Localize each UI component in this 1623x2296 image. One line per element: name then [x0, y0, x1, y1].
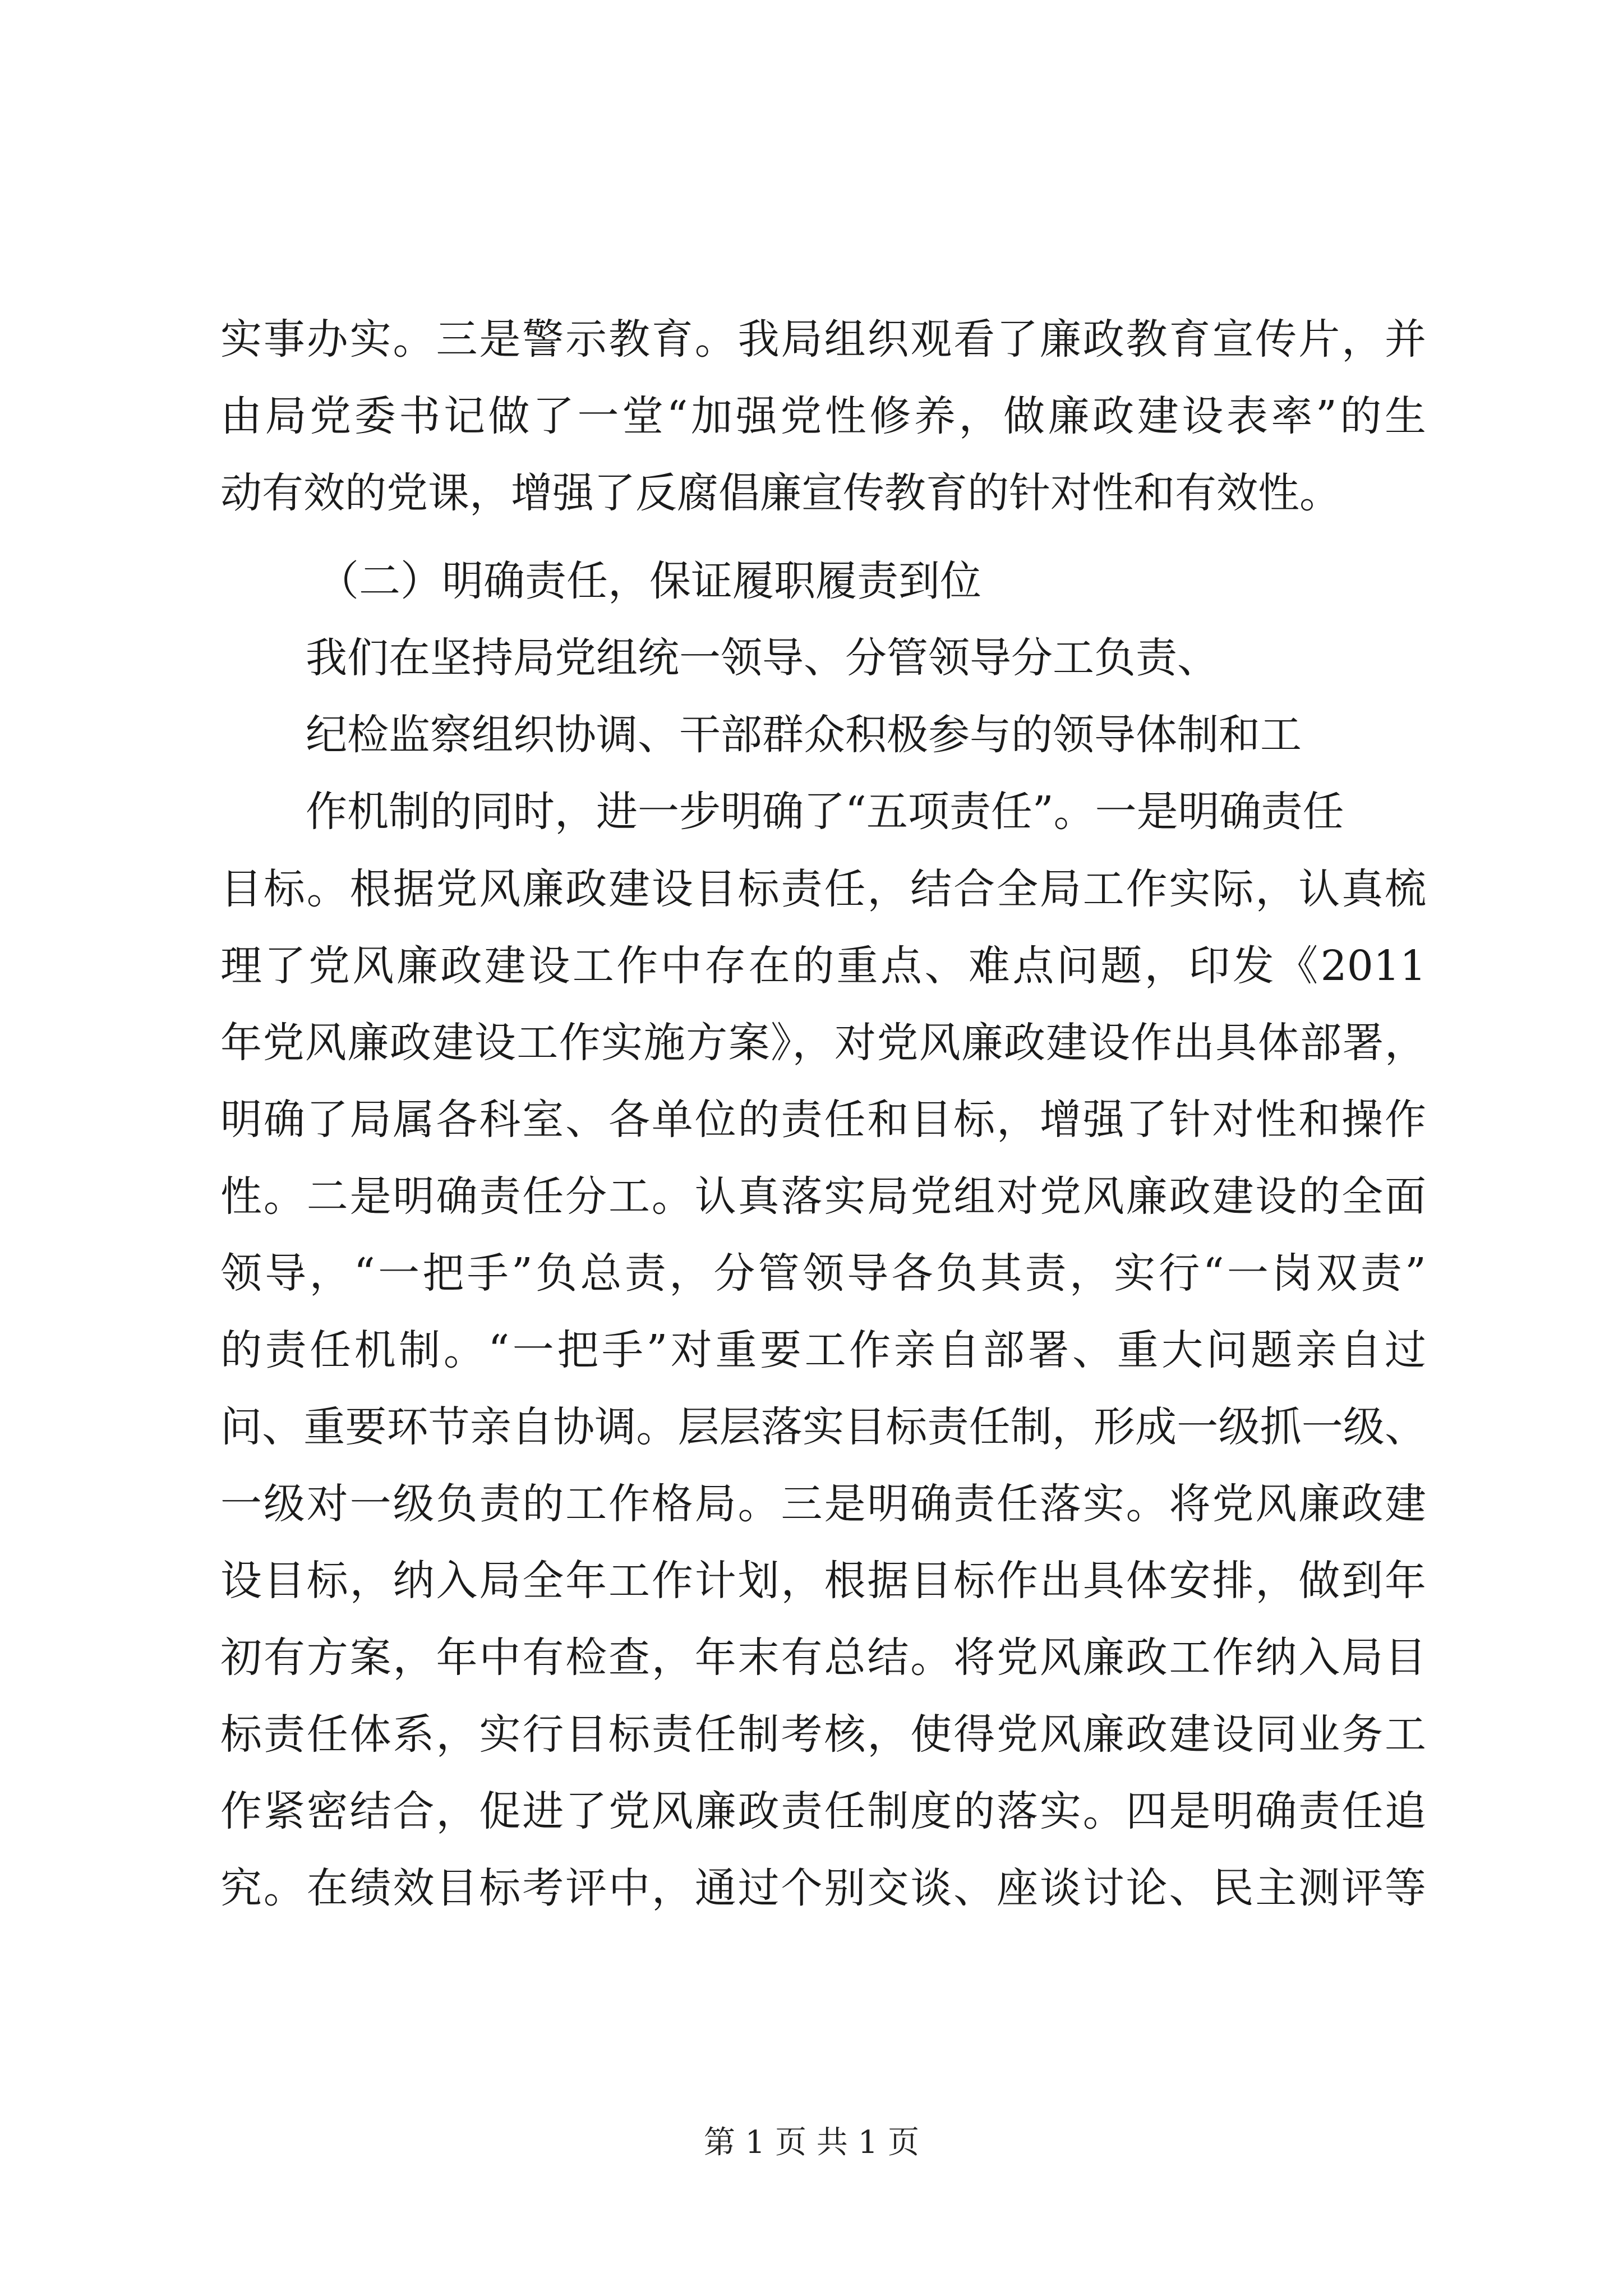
- section-heading: （二）明确责任，保证履职履责到位: [317, 557, 981, 605]
- body-line: 标责任体系，实行目标责任制考核，使得党风廉政建设同业务工: [220, 1710, 1426, 1759]
- body-line: 的责任机制。“一把手”对重要工作亲自部署、重大问题亲自过: [220, 1326, 1426, 1374]
- body-line: 设目标，纳入局全年工作计划，根据目标作出具体安排，做到年: [220, 1557, 1426, 1605]
- body-line: 明确了局属各科室、各单位的责任和目标，增强了针对性和操作: [220, 1096, 1426, 1144]
- page-footer: 第 1 页 共 1 页: [703, 2124, 920, 2161]
- body-line: 作紧密结合，促进了党风廉政责任制度的落实。四是明确责任追: [220, 1787, 1426, 1835]
- body-line: 性。二是明确责任分工。认真落实局党组对党风廉政建设的全面: [220, 1172, 1426, 1221]
- body-line: 领导，“一把手”负总责，分管领导各负其责，实行“一岗双责”: [220, 1249, 1426, 1297]
- body-line: 一级对一级负责的工作格局。三是明确责任落实。将党风廉政建: [220, 1480, 1426, 1528]
- body-line: 由局党委书记做了一堂“加强党性修养，做廉政建设表率”的生: [220, 392, 1426, 440]
- body-line: 目标。根据党风廉政建设目标责任，结合全局工作实际，认真梳: [220, 865, 1426, 913]
- body-line: 我们在坚持局党组统一领导、分管领导分工负责、: [306, 634, 1219, 682]
- body-line: 实事办实。三是警示教育。我局组织观看了廉政教育宣传片，并: [220, 315, 1426, 364]
- body-line: 作机制的同时，进一步明确了“五项责任”。一是明确责任: [306, 788, 1344, 836]
- body-line: 理了党风廉政建设工作中存在的重点、难点问题，印发《2011: [220, 942, 1426, 990]
- body-line: 动有效的党课，增强了反腐倡廉宣传教育的针对性和有效性。: [220, 469, 1341, 517]
- body-line: 初有方案，年中有检查，年末有总结。将党风廉政工作纳入局目: [220, 1634, 1426, 1682]
- body-line: 问、重要环节亲自协调。层层落实目标责任制，形成一级抓一级、: [220, 1403, 1426, 1451]
- body-line: 年党风廉政建设工作实施方案》，对党风廉政建设作出具体部署，: [220, 1019, 1426, 1067]
- body-line: 究。在绩效目标考评中，通过个别交谈、座谈讨论、民主测评等: [220, 1864, 1426, 1912]
- body-line: 纪检监察组织协调、干部群众积极参与的领导体制和工: [306, 711, 1302, 759]
